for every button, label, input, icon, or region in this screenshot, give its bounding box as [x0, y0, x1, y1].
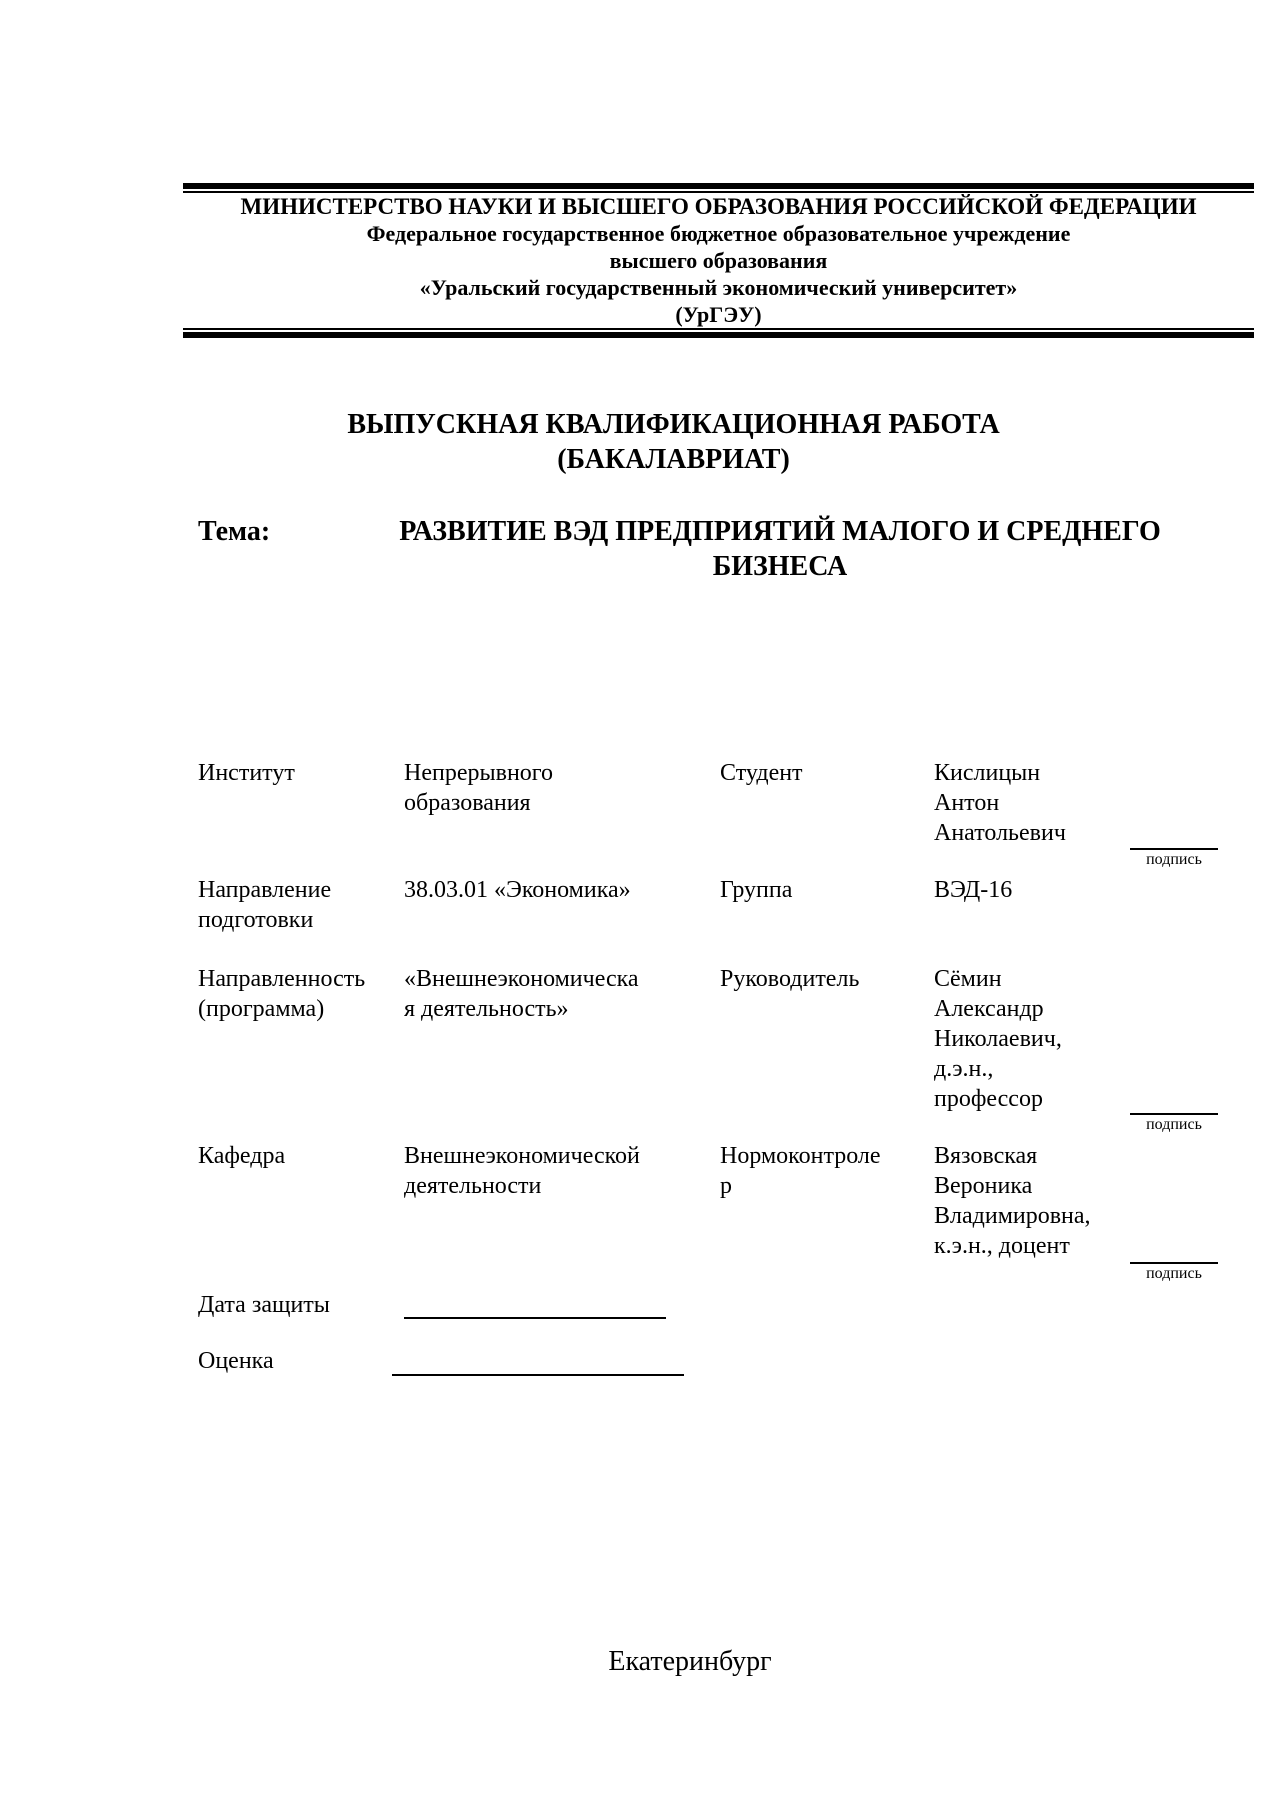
supervisor-label: Руководитель — [720, 966, 860, 992]
normcontrol-label-line1: Нормоконтроле — [720, 1143, 881, 1169]
focus-label-line2: (программа) — [198, 996, 325, 1022]
header-bottom-rule-thin — [183, 328, 1254, 330]
student-name-line1: Кислицын — [934, 760, 1041, 786]
supervisor-line5: профессор — [934, 1086, 1043, 1112]
city-footer: Екатеринбург — [608, 1646, 772, 1677]
direction-label-line1: Направление — [198, 877, 332, 903]
department-label: Кафедра — [198, 1143, 286, 1169]
institution-type-line2: высшего образования — [609, 248, 828, 273]
normcontrol-line1: Вязовская — [934, 1143, 1038, 1169]
institute-value — [404, 758, 704, 818]
defense-date-blank-line — [404, 1317, 666, 1319]
focus-value-line1: «Внешнеэкономическа — [404, 966, 639, 992]
direction-label-line2: подготовки — [198, 907, 314, 933]
university-name: «Уральский государственный экономический университет» — [419, 275, 1018, 300]
normcontrol-label-line2: р — [720, 1173, 732, 1199]
focus-value — [404, 964, 704, 1024]
department-value-line1: Внешнеэкономической — [404, 1143, 640, 1169]
supervisor-line1: Сёмин — [934, 966, 1002, 992]
group-label: Группа — [720, 877, 793, 903]
normcontrol-label — [720, 1141, 930, 1201]
supervisor-signature-caption: подпись — [1146, 1116, 1202, 1133]
header-top-rule-thick — [183, 183, 1254, 189]
topic-text — [360, 514, 1200, 584]
student-name-line2: Антон — [934, 790, 1000, 816]
university-abbr: (УрГЭУ) — [675, 302, 762, 327]
institute-value-line1: Непрерывного — [404, 760, 554, 786]
department-value — [404, 1141, 704, 1201]
normcontrol-signature-line — [1130, 1262, 1218, 1264]
student-name-line3: Анатольевич — [934, 820, 1066, 846]
grade-blank-line — [392, 1374, 684, 1376]
normcontrol-signature-caption: подпись — [1146, 1265, 1202, 1282]
direction-label — [198, 875, 398, 935]
ministry-name: МИНИСТЕРСТВО НАУКИ И ВЫСШЕГО ОБРАЗОВАНИЯ РОССИЙСКОЙ ФЕДЕРАЦИИ — [240, 194, 1197, 219]
student-label: Студент — [720, 760, 803, 786]
institution-header — [183, 193, 1254, 328]
normcontrol-line2: Вероника — [934, 1173, 1033, 1199]
focus-value-line2: я деятельность» — [404, 996, 569, 1022]
supervisor-line4: д.э.н., — [934, 1056, 994, 1082]
topic-label: Тема: — [198, 516, 271, 547]
institution-type-line1: Федеральное государственное бюджетное образовательное учреждение — [366, 221, 1071, 246]
student-name — [934, 758, 1124, 848]
institute-label: Институт — [198, 760, 295, 786]
topic-line1: РАЗВИТИЕ ВЭД ПРЕДПРИЯТИЙ МАЛОГО И СРЕДНЕГО — [399, 516, 1161, 547]
normcontrol-line4: к.э.н., доцент — [934, 1233, 1070, 1259]
normcontrol-line3: Владимировна, — [934, 1203, 1091, 1229]
institute-value-line2: образования — [404, 790, 531, 816]
header-bottom-rule-thick — [183, 332, 1254, 338]
direction-value: 38.03.01 «Экономика» — [404, 877, 631, 903]
supervisor-line2: Александр — [934, 996, 1044, 1022]
group-value: ВЭД-16 — [934, 877, 1013, 903]
focus-label — [198, 964, 398, 1024]
supervisor-signature-line — [1130, 1113, 1218, 1115]
supervisor-line3: Николаевич, — [934, 1026, 1062, 1052]
normcontrol-value — [934, 1141, 1124, 1261]
work-title-line1: ВЫПУСКНАЯ КВАЛИФИКАЦИОННАЯ РАБОТА — [347, 409, 1000, 440]
work-title — [183, 407, 1254, 477]
supervisor-value — [934, 964, 1124, 1114]
topic-line2: БИЗНЕСА — [712, 551, 848, 582]
grade-label: Оценка — [198, 1348, 274, 1374]
student-signature-line — [1130, 848, 1218, 850]
student-signature-caption: подпись — [1146, 851, 1202, 868]
work-title-line2: (БАКАЛАВРИАТ) — [557, 444, 790, 475]
defense-date-label: Дата защиты — [198, 1292, 330, 1318]
department-value-line2: деятельности — [404, 1173, 542, 1199]
focus-label-line1: Направленность — [198, 966, 366, 992]
